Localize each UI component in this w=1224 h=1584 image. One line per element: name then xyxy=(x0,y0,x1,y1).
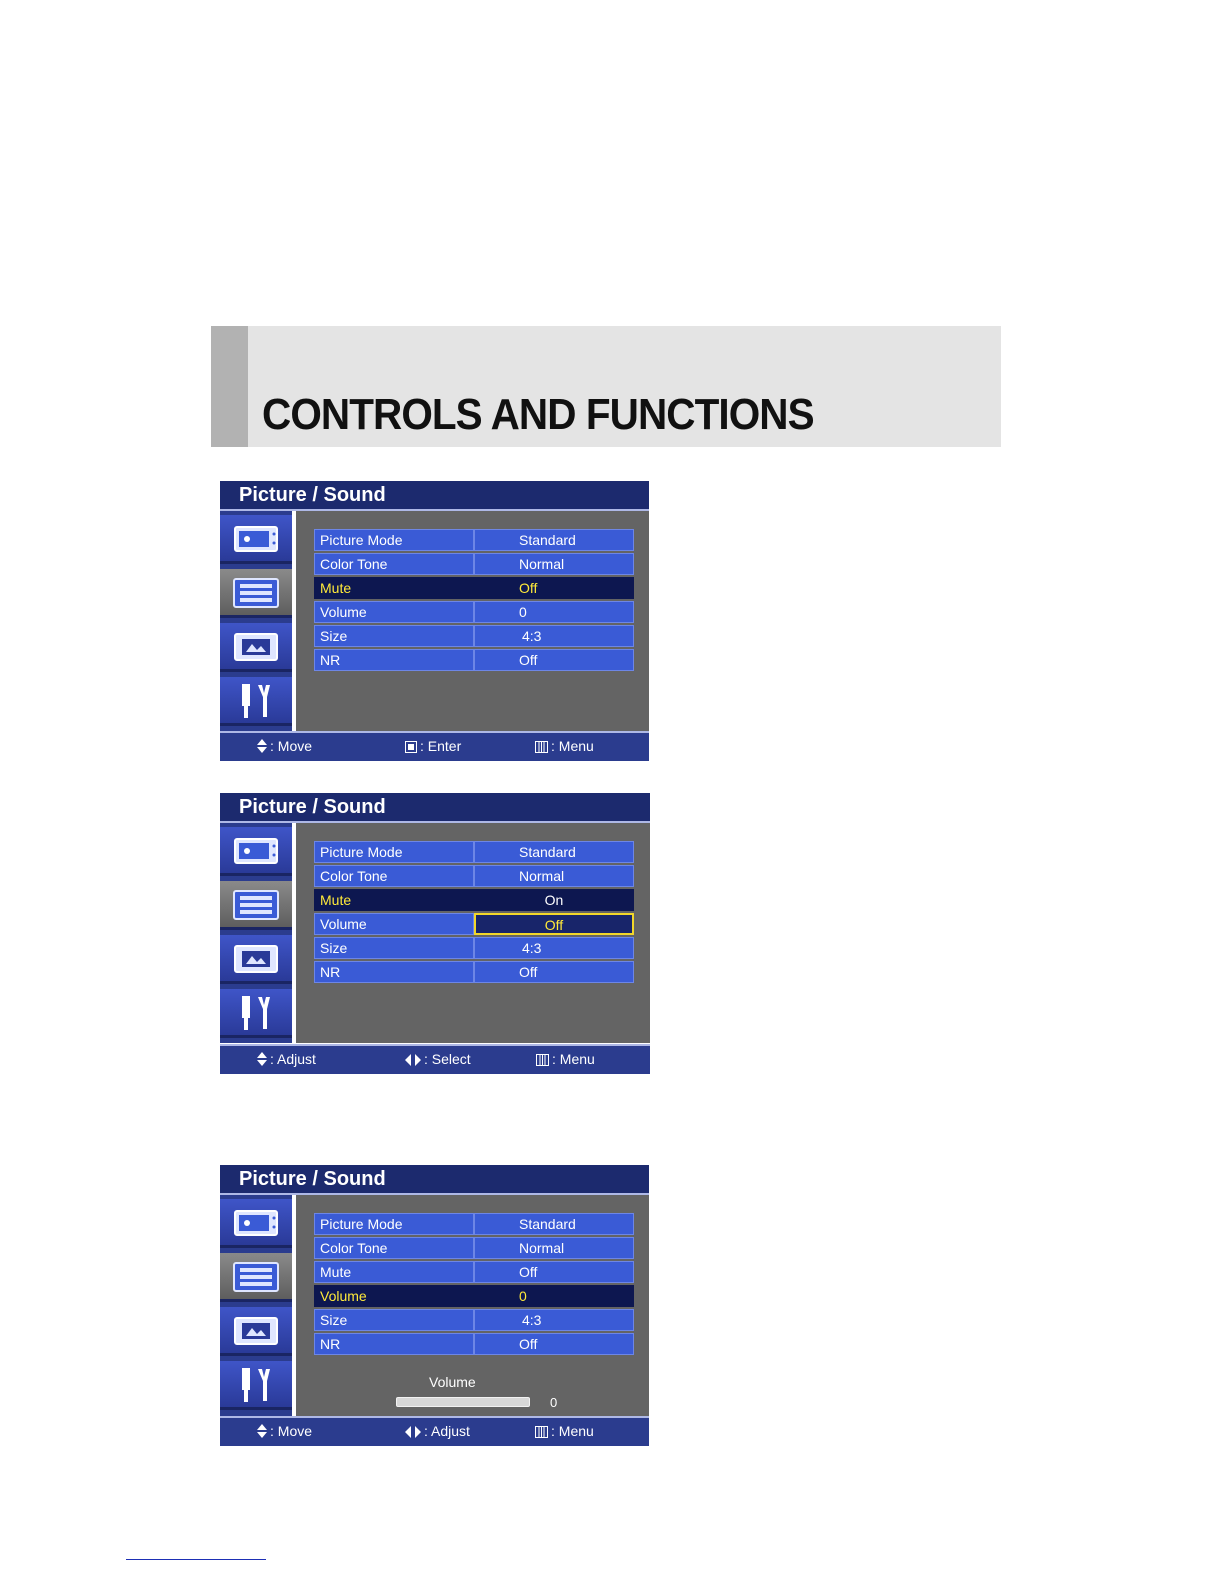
menu-row-value: Off xyxy=(474,649,634,671)
hint-label: : Select xyxy=(424,1051,471,1067)
menu-row-label: Mute xyxy=(314,577,474,599)
menu-row-label: Mute xyxy=(314,1261,474,1283)
osd-menu-area xyxy=(296,823,650,1043)
menu-row-nr[interactable] xyxy=(314,1333,634,1356)
menu-row-value: 4:3 xyxy=(474,625,634,647)
volume-bar-label: Volume xyxy=(429,1374,476,1390)
menu-row-label: NR xyxy=(314,649,474,671)
osd-title: Picture / Sound xyxy=(239,1168,386,1190)
menu-row-color-tone[interactable] xyxy=(314,553,634,576)
menu-row-label: Volume xyxy=(314,1285,474,1307)
sound-menu-icon[interactable] xyxy=(220,881,292,930)
menu-bars-icon xyxy=(535,741,548,753)
osd-footer xyxy=(220,1416,649,1446)
volume-bar-value: 0 xyxy=(550,1395,558,1410)
menu-row-volume[interactable] xyxy=(314,601,634,624)
menu-row-value: Off xyxy=(474,961,634,983)
menu-row-label: NR xyxy=(314,1333,474,1355)
picture-menu-icon[interactable] xyxy=(220,515,292,564)
osd-footer xyxy=(220,1044,650,1074)
menu-row-color-tone[interactable] xyxy=(314,1237,634,1260)
menu-row-value-selected[interactable]: Off xyxy=(474,913,634,935)
hint-label: : Adjust xyxy=(424,1423,470,1439)
enter-square-icon xyxy=(405,741,417,753)
menu-row-label: NR xyxy=(314,961,474,983)
osd-side-panel xyxy=(220,511,296,731)
menu-row-volume[interactable] xyxy=(314,913,634,936)
menu-bars-icon xyxy=(535,1426,548,1438)
tools-menu-icon[interactable] xyxy=(220,677,292,726)
menu-row-label: Color Tone xyxy=(314,553,474,575)
hint-adjust xyxy=(405,1423,470,1439)
menu-row-size[interactable] xyxy=(314,625,634,648)
tools-menu-icon[interactable] xyxy=(220,989,292,1038)
osd-footer xyxy=(220,731,649,761)
menu-row-label: Picture Mode xyxy=(314,1213,474,1235)
hint-label: : Move xyxy=(270,1423,313,1439)
osd-title-bar xyxy=(220,481,649,511)
left-right-arrow-icon xyxy=(405,1054,421,1066)
osd-screen-3 xyxy=(220,1165,649,1446)
osd-title: Picture / Sound xyxy=(239,484,386,506)
menu-row-mute[interactable] xyxy=(314,889,634,912)
hint-label: : Menu xyxy=(551,738,594,754)
hint-move xyxy=(257,1423,312,1439)
hint-menu xyxy=(536,1051,595,1067)
hint-label: : Move xyxy=(270,738,313,754)
screen-menu-icon[interactable] xyxy=(220,623,292,672)
menu-row-volume[interactable] xyxy=(314,1285,634,1308)
picture-menu-icon[interactable] xyxy=(220,1199,292,1248)
banner-side-bar xyxy=(211,326,248,447)
menu-row-value: 0 xyxy=(474,1285,634,1307)
sound-menu-icon[interactable] xyxy=(220,1253,292,1302)
menu-row-value: Standard xyxy=(474,1213,634,1235)
hint-select xyxy=(405,1051,471,1067)
up-down-arrow-icon xyxy=(257,1424,267,1438)
up-down-arrow-icon xyxy=(257,739,267,753)
menu-bars-icon xyxy=(536,1054,549,1066)
osd-title-bar xyxy=(220,793,650,823)
menu-row-label: Volume xyxy=(314,601,474,623)
menu-row-value: 4:3 xyxy=(474,937,634,959)
menu-row-picture-mode[interactable] xyxy=(314,1213,634,1236)
menu-row-value: Normal xyxy=(474,1237,634,1259)
tools-menu-icon[interactable] xyxy=(220,1361,292,1410)
menu-row-color-tone[interactable] xyxy=(314,865,634,888)
hint-move xyxy=(257,738,312,754)
menu-row-value: Normal xyxy=(474,553,634,575)
hint-enter xyxy=(405,738,461,754)
menu-row-label: Color Tone xyxy=(314,865,474,887)
screen-menu-icon[interactable] xyxy=(220,1307,292,1356)
menu-row-value: On xyxy=(474,889,634,911)
hint-label: : Menu xyxy=(551,1423,594,1439)
hint-adjust xyxy=(257,1051,316,1067)
osd-title-bar xyxy=(220,1165,649,1195)
hint-label: : Adjust xyxy=(270,1051,316,1067)
menu-row-value: Off xyxy=(474,1333,634,1355)
screen-menu-icon[interactable] xyxy=(220,935,292,984)
osd-screen-1 xyxy=(220,481,649,761)
hint-label: : Menu xyxy=(552,1051,595,1067)
menu-row-nr[interactable] xyxy=(314,649,634,672)
menu-row-label: Color Tone xyxy=(314,1237,474,1259)
picture-menu-icon[interactable] xyxy=(220,827,292,876)
menu-row-size[interactable] xyxy=(314,937,634,960)
menu-row-nr[interactable] xyxy=(314,961,634,984)
menu-row-value: Standard xyxy=(474,841,634,863)
osd-title: Picture / Sound xyxy=(239,796,386,818)
footer-rule xyxy=(126,1559,266,1560)
volume-slider[interactable] xyxy=(396,1397,530,1407)
section-banner xyxy=(211,326,1001,447)
menu-row-label: Size xyxy=(314,625,474,647)
menu-row-value: 0 xyxy=(474,601,634,623)
menu-row-label: Picture Mode xyxy=(314,529,474,551)
menu-row-value: Standard xyxy=(474,529,634,551)
up-down-arrow-icon xyxy=(257,1052,267,1066)
menu-row-value: 4:3 xyxy=(474,1309,634,1331)
menu-row-value: Normal xyxy=(474,865,634,887)
menu-row-label: Size xyxy=(314,1309,474,1331)
osd-screen-2 xyxy=(220,793,650,1073)
menu-row-value: Off xyxy=(474,577,634,599)
hint-label: : Enter xyxy=(420,738,462,754)
menu-row-picture-mode[interactable] xyxy=(314,841,634,864)
osd-side-panel xyxy=(220,823,296,1043)
menu-row-mute[interactable] xyxy=(314,577,634,600)
osd-menu-area xyxy=(296,1195,649,1416)
sound-menu-icon[interactable] xyxy=(220,569,292,618)
menu-row-label: Mute xyxy=(314,889,474,911)
menu-row-mute[interactable] xyxy=(314,1261,634,1284)
menu-row-label: Picture Mode xyxy=(314,841,474,863)
menu-row-label: Size xyxy=(314,937,474,959)
menu-row-label: Volume xyxy=(314,913,474,935)
osd-side-panel xyxy=(220,1195,296,1416)
left-right-arrow-icon xyxy=(405,1426,421,1438)
menu-row-size[interactable] xyxy=(314,1309,634,1332)
menu-row-picture-mode[interactable] xyxy=(314,529,634,552)
osd-menu-area xyxy=(296,511,649,731)
section-title: CONTROLS AND FUNCTIONS xyxy=(262,390,814,439)
hint-menu xyxy=(535,1423,594,1439)
hint-menu xyxy=(535,738,594,754)
menu-row-value: Off xyxy=(474,1261,634,1283)
